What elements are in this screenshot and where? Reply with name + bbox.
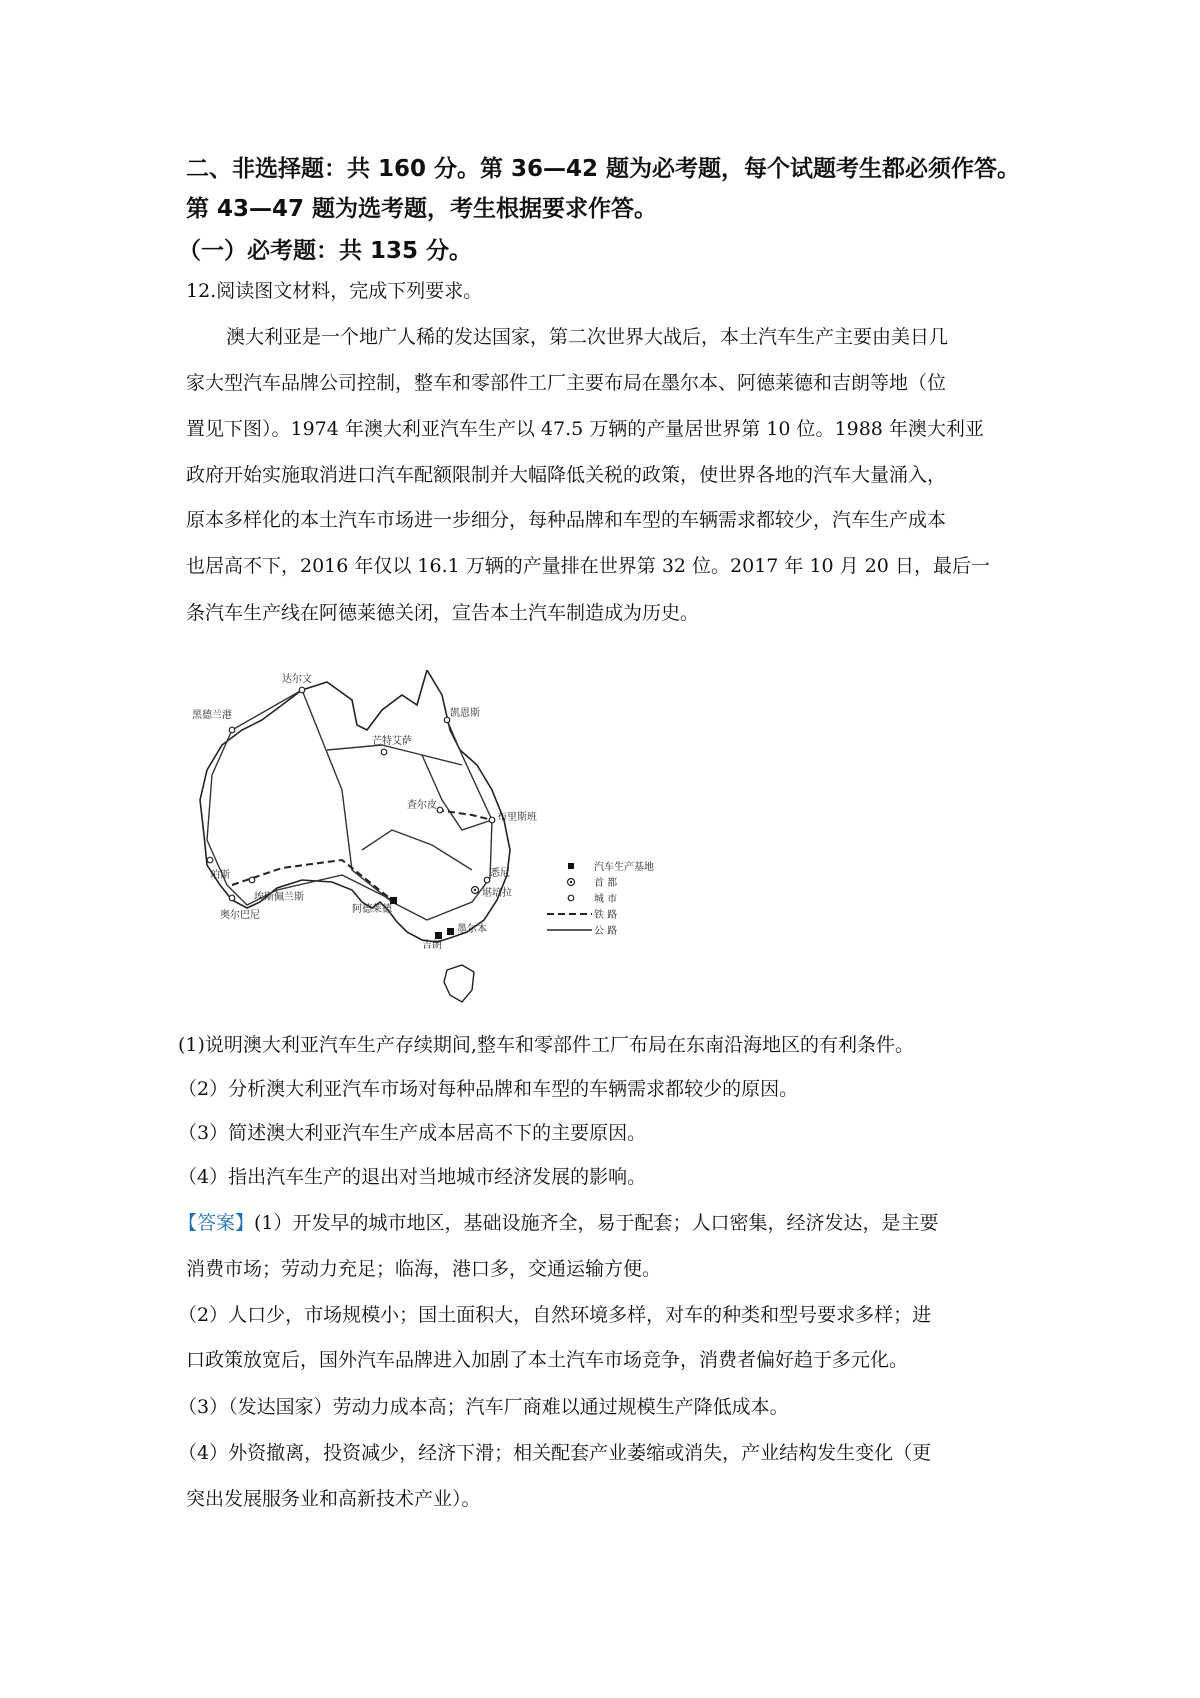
- question-part-4: （4）指出汽车生产的退出对当地城市经济发展的影响。: [178, 1166, 647, 1188]
- answer-4-line1: （4）外资撤离，投资减少，经济下滑；相关配套产业萎缩或消失，产业结构发生变化（更: [178, 1442, 932, 1464]
- passage-line: 家大型汽车品牌公司控制，整车和零部件工厂主要布局在墨尔本、阿德莱德和吉朗等地（位: [186, 372, 947, 394]
- darwin-marker: [299, 687, 305, 693]
- tasmania-outline: [444, 965, 474, 1002]
- legend-capital-label: 首 都: [594, 878, 618, 889]
- canberra-capital-dot: [474, 889, 476, 891]
- answer-2-line2: 口政策放宽后，国外汽车品牌进入加剧了本土汽车市场竞争，消费者偏好趋于多元化。: [186, 1349, 909, 1371]
- highway-network: [207, 690, 492, 920]
- sydney-marker: [484, 877, 490, 883]
- answer-3: （3）（发达国家）劳动力成本高；汽车厂商难以通过规模生产降低成本。: [178, 1396, 789, 1418]
- question-part-1: (1)说明澳大利亚汽车生产存续期间,整车和零部件工厂布局在东南沿海地区的有利条件。: [178, 1034, 914, 1056]
- railway-network: [232, 810, 492, 900]
- label-mountisa: 芒特艾萨: [372, 736, 412, 747]
- geelong-base-marker: [435, 932, 442, 939]
- label-sydney: 悉尼: [490, 868, 510, 879]
- question-part-3: （3）简述澳大利亚汽车生产成本居高不下的主要原因。: [178, 1122, 647, 1144]
- passage-line: 置见下图）。1974 年澳大利亚汽车生产以 47.5 万辆的产量居世界第 10 位。1988 年澳大利亚: [186, 418, 984, 440]
- answer-1-line2: 消费市场；劳动力充足；临海，港口多，交通运输方便。: [186, 1258, 662, 1280]
- map-legend: [547, 860, 654, 937]
- charleville-marker: [437, 807, 443, 813]
- answer-1: [178, 1208, 939, 1235]
- section-heading-2: 第 43—47 题为选考题，考生根据要求作答。: [186, 196, 658, 222]
- answer-4-line2: 突出发展服务业和高新技术产业）。: [186, 1488, 481, 1510]
- melbourne-base-marker: [447, 928, 454, 935]
- answer-1-line1: (1）开发早的城市地区，基础设施齐全，易于配套；人口密集，经济发达，是主要: [254, 1212, 939, 1234]
- brisbane-marker: [489, 817, 495, 823]
- cairns-marker: [444, 717, 450, 723]
- hedland-marker: [229, 727, 235, 733]
- label-charleville: 查尔皮: [407, 800, 437, 811]
- passage-line: 澳大利亚是一个地广人稀的发达国家，第二次世界大战后，本土汽车生产主要由美日几: [226, 326, 949, 348]
- legend-railway-label: 铁 路: [594, 910, 618, 921]
- label-brisbane: 布里斯班: [497, 812, 537, 823]
- legend-city-symbol: [568, 895, 574, 901]
- label-perth: 珀斯: [210, 870, 230, 881]
- question-part-2: （2）分析澳大利亚汽车市场对每种品牌和车型的车辆需求都较少的原因。: [178, 1078, 799, 1100]
- adelaide-base-marker: [390, 897, 397, 904]
- passage-line: 也居高不下，2016 年仅以 16.1 万辆的产量排在世界第 32 位。2017 年 10 月 20 日，最后一: [186, 555, 990, 577]
- albany-marker: [229, 895, 235, 901]
- legend-city-label: 城 市: [594, 894, 618, 905]
- answer-tag: 【答案】: [178, 1212, 255, 1234]
- legend-highway-label: 公 路: [594, 926, 618, 937]
- australia-map: [192, 670, 722, 1015]
- label-cairns: 凯恩斯: [450, 708, 480, 719]
- label-esperance: 埃斯佩兰斯: [254, 892, 304, 903]
- section-heading-3: （一）必考题：共 135 分。: [178, 238, 473, 264]
- label-geelong: 吉朗: [422, 940, 442, 951]
- label-hedland: 黑德兰港: [192, 710, 232, 721]
- section-heading-1: 二、非选择题：共 160 分。第 36—42 题为必考题，每个试题考生都必须作答。: [186, 156, 1021, 182]
- question-stem: 12.阅读图文材料，完成下列要求。: [186, 280, 483, 302]
- passage-line: 政府开始实施取消进口汽车配额限制并大幅降低关税的政策，使世界各地的汽车大量涌入，: [186, 464, 947, 486]
- legend-base-symbol: [568, 863, 574, 869]
- label-darwin: 达尔文: [282, 674, 312, 685]
- label-melbourne: 墨尔本: [457, 924, 487, 935]
- label-adelaide: 阿德莱德: [352, 904, 392, 915]
- label-canberra: 堪培拉: [482, 888, 512, 899]
- mountisa-marker: [381, 749, 387, 755]
- label-albany: 奥尔巴尼: [220, 910, 260, 921]
- legend-base-label: 汽车生产基地: [594, 862, 654, 873]
- perth-marker: [207, 857, 213, 863]
- passage-line: 条汽车生产线在阿德莱德关闭，宣告本土汽车制造成为历史。: [186, 602, 700, 624]
- esperance-marker: [249, 877, 255, 883]
- answer-2-line1: （2）人口少，市场规模小；国土面积大，自然环境多样，对车的种类和型号要求多样；进: [178, 1304, 932, 1326]
- passage-line: 原本多样化的本土汽车市场进一步细分，每种品牌和车型的车辆需求都较少，汽车生产成本: [186, 509, 947, 531]
